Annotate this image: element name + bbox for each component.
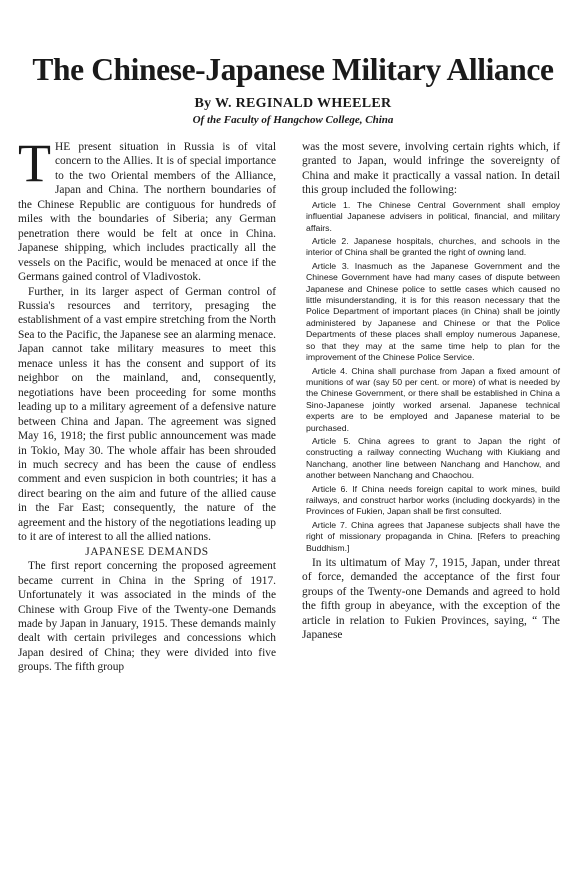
article-quote: Article 6. If China needs foreign capital to work mines, build railways, and construct harbor works (including dockyards) in the Provinces of Fukien, Japan shall be first consulted. (306, 483, 560, 517)
article-byline: By W. REGINALD WHEELER (194, 96, 392, 111)
article-quote: Article 4. China shall purchase from Japan a fixed amount of munitions of war (say 50 per cent. or more) of what is needed by the Chinese Government, or there shall be established in China a Sino-Japanese jointly worked arsenal. Japanese technical experts are to be employed and Japanese material to be purchased. (306, 365, 560, 433)
article-quote: Article 5. China agrees to grant to Japan the right of constructing a railway connecting Wuchang with Kiukiang and Nanchang, another line between Nanchang and Hanchow, and another between Nanchang and Chaochou. (306, 435, 560, 481)
body-paragraph: In its ultimatum of May 7, 1915, Japan, under threat of force, demanded the acceptance of the first four groups of the Twenty-one Demands and agreed to hold the fifth group in abeyance, with the exception of the article in relation to Fukien Provinces, saying, “ The Japanese (302, 557, 560, 642)
body-paragraph: was the most severe, involving certain rights which, if granted to Japan, would infringe the sovereignty of China and make it practically a vassal nation. In detail this group included the following: (302, 141, 560, 197)
opening-paragraph (18, 133, 276, 285)
left-column (18, 133, 276, 675)
drop-cap: T (18, 133, 51, 193)
article-quote: Article 7. China agrees that Japanese subjects shall have the right of missionary propaganda in China. [Refers to preaching Buddhism.] (306, 519, 560, 553)
body-paragraph: Further, in its larger aspect of German control of Russia's resources and territory, presaging the establishment of a vast empire stretching from the North Sea to the Pacific, the Japanese see an alarming menace. Japan cannot take military measures to meet this menace unless it has the consent and support of its neighbor on the mainland, and, consequently, negotiations have been proceeding for some months leading up to a military agreement of a defensive nature between China and Japan. The agreement was signed May 16, 1918; the first public announcement was made in Tokio, May 30. The whole affair has been shrouded in much secrecy and has been the cause of endless comment and even suspicion in both countries; it has a direct bearing on the aim and future of the allied cause in the Far East; consequently, the nature of the agreement and the history of the negotiations leading up to it are of interest to all the allied nations. (18, 285, 276, 544)
article-title: The Chinese-Japanese Military Alliance (32, 52, 554, 87)
section-heading: JAPANESE DEMANDS (85, 545, 209, 558)
article-quote: Article 1. The Chinese Central Government shall employ influential Japanese advisers in political, financial, and military affairs. (306, 199, 560, 233)
author-affiliation: Of the Faculty of Hangchow College, China (192, 114, 394, 126)
right-column (302, 140, 560, 643)
body-paragraph: The first report concerning the proposed agreement became current in China in the Spring of 1917. Unfortunately it was associated in the minds of the Chinese with Group Five of the Twenty-one Demands made by Japan in January, 1915. These demands mainly dealt with certain privileges and concessions which Japan desired of China; they were divided into five groups. The fifth group (18, 560, 276, 674)
article-quote: Article 2. Japanese hospitals, churches, and schools in the interior of China shall be granted the right of owning land. (306, 236, 560, 258)
opening-paragraph-text: HE present situation in Russia is of vital concern to the Allies. It is of special importance to the two Oriental members of the Alliance, Japan and China. The northern boundaries of the Chinese Republic are contiguous for hundreds of miles with the boundaries of Siberia; any German penetration there would be felt at once in China. Japanese shipping, which includes practically all the vessels on the Pacific, would be menaced at once if the Germans gained control of Vladivostok. (18, 141, 276, 284)
article-quote: Article 3. Inasmuch as the Japanese Government and the Chinese Government have had many cases of dispute between Japanese and Chinese police to settle cases which caused no little misunderstanding, it is for this reason necessary that the Police Department of important places (in China) shall be jointly administered by Japanese and Chinese or that the Police Departments of these places shall employ numerous Japanese, so that they may at the same time help to plan for the improvement of the Chinese Police Service. (306, 260, 560, 363)
